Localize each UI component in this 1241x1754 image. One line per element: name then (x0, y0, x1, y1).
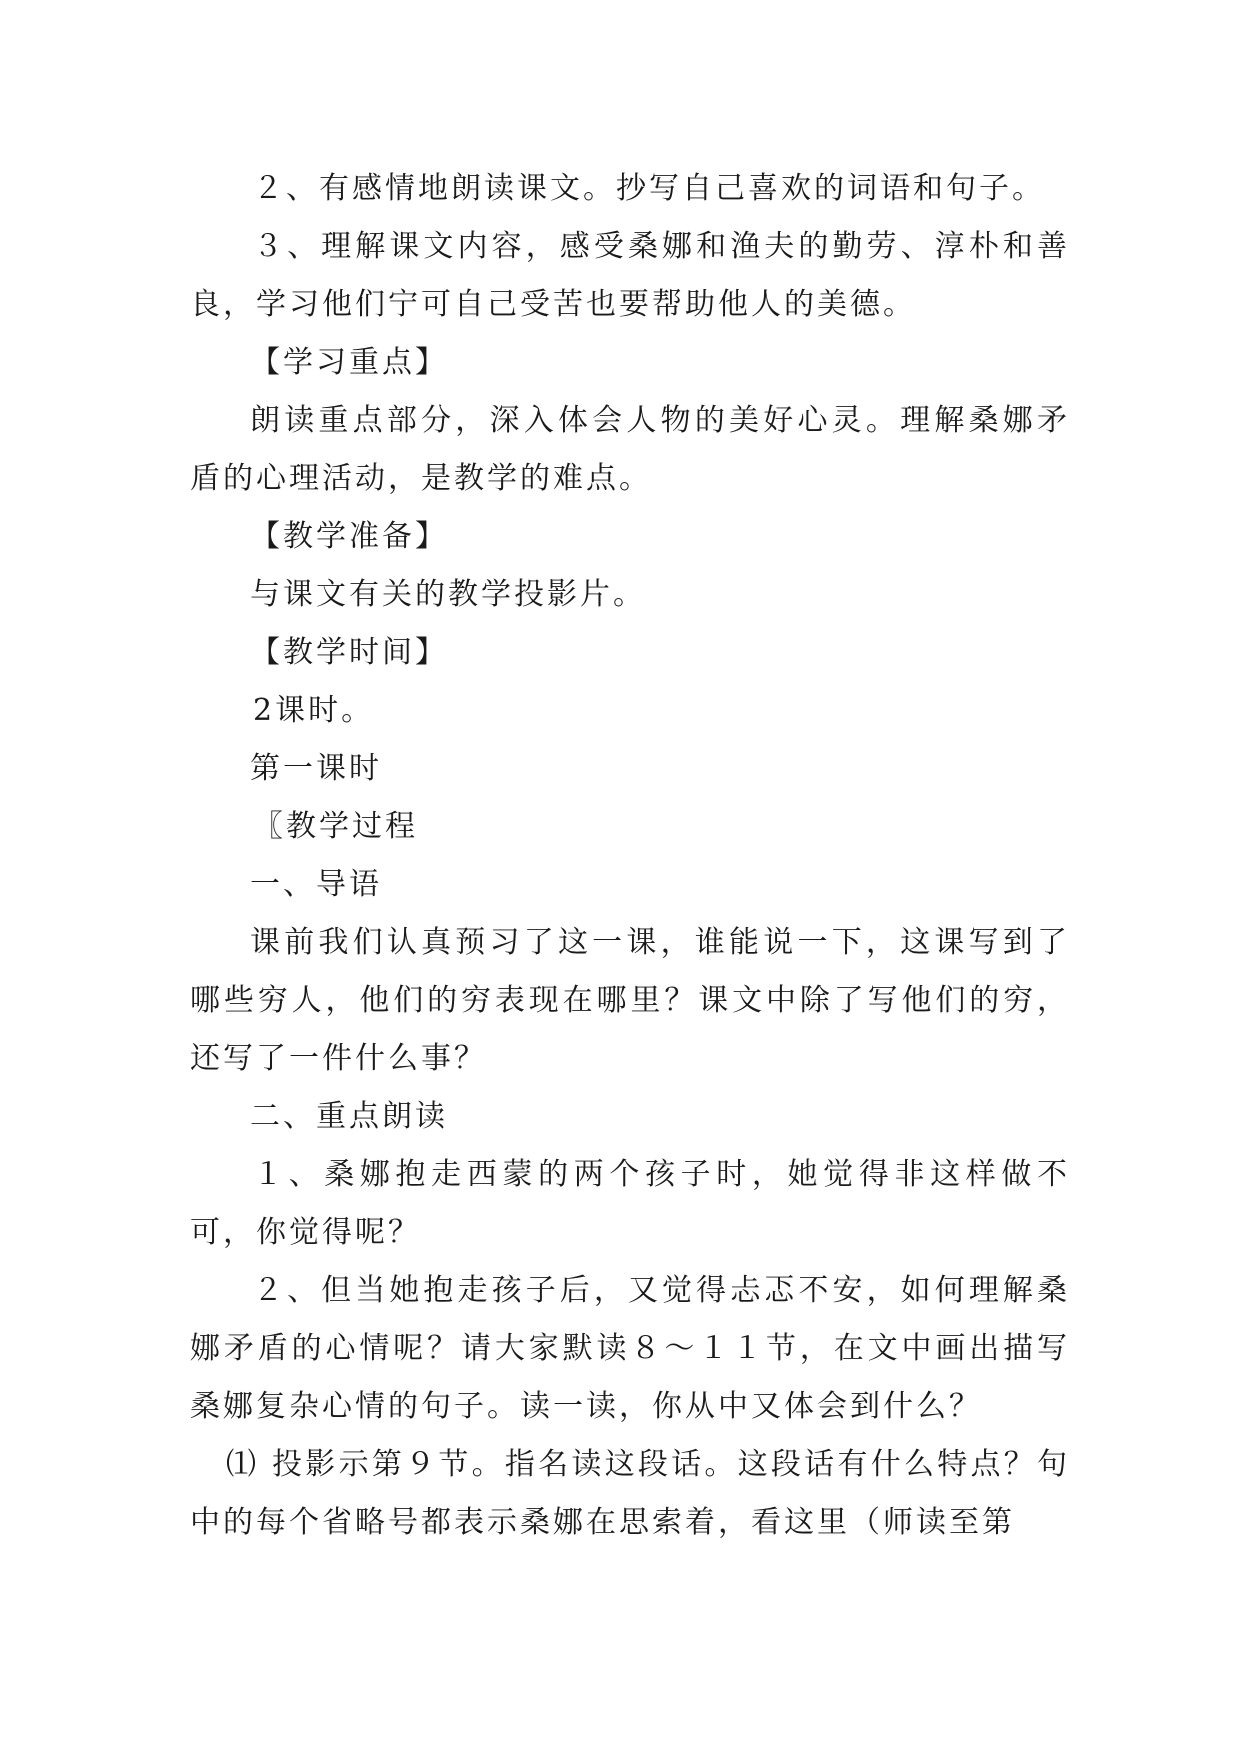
reading-item-1: １、桑娜抱走西蒙的两个孩子时，她觉得非这样做不可，你觉得呢？ (190, 1157, 1070, 1250)
heading-preparation: 【教学准备】 (250, 519, 448, 554)
reading-subitem-1: ⑴ 投影示第９节。指名读这段话。这段话有什么特点？句中的每个省略号都表示桑娜在思索着，看这里（师读至第 (190, 1447, 1070, 1540)
heading-time: 【教学时间】 (250, 635, 448, 670)
document-body (190, 160, 1070, 1552)
lesson-one-title: 第一课时 (250, 751, 382, 786)
heading-key-points: 【学习重点】 (250, 345, 448, 380)
reading-item-2: ２、但当她抱走孩子后，又觉得忐忑不安，如何理解桑娜矛盾的心情呢？请大家默读８～１１节，在文中画出描写桑娜复杂心情的句子。读一读，你从中又体会到什么？ (190, 1273, 1070, 1424)
time-text: 2课时。 (253, 693, 375, 728)
key-points-text: 朗读重点部分，深入体会人物的美好心灵。理解桑娜矛盾的心理活动，是教学的难点。 (190, 403, 1070, 496)
section-intro-heading: 一、导语 (250, 867, 382, 902)
heading-process: 〖教学过程 (253, 809, 418, 844)
preparation-text: 与课文有关的教学投影片。 (250, 577, 646, 612)
section-intro-text: 课前我们认真预习了这一课，谁能说一下，这课写到了哪些穷人，他们的穷表现在哪里？课文中除了写他们的穷，还写了一件什么事？ (190, 925, 1070, 1076)
objective-3: ３、理解课文内容，感受桑娜和渔夫的勤劳、淳朴和善良，学习他们宁可自己受苦也要帮助他人的美德。 (190, 229, 1070, 322)
objective-2: ２、有感情地朗读课文。抄写自己喜欢的词语和句子。 (253, 171, 1045, 206)
section-reading-heading: 二、重点朗读 (250, 1099, 448, 1134)
